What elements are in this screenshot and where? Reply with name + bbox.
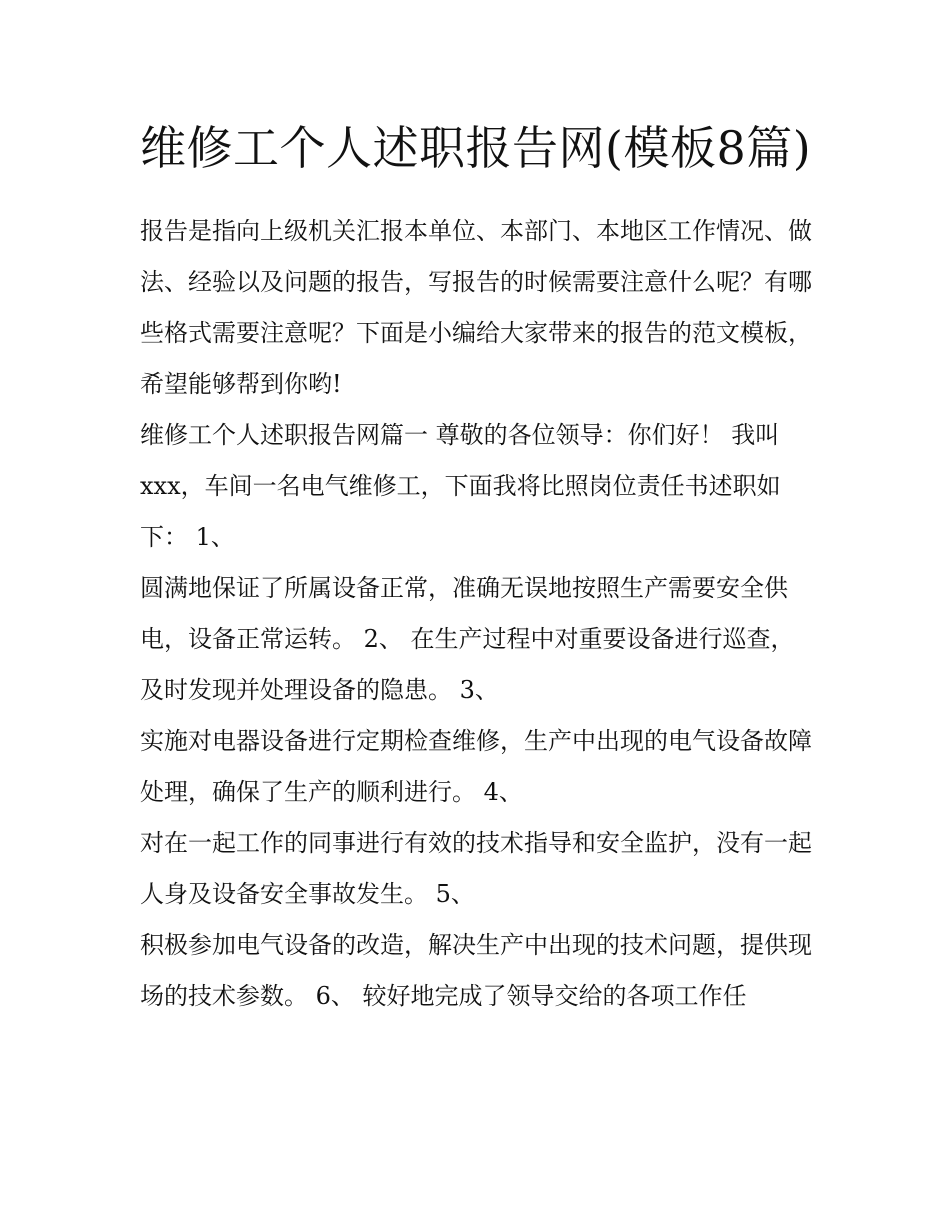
paragraph-intro: 报告是指向上级机关汇报本单位、本部门、本地区工作情况、做法、经验以及问题的报告，写报告的时候需要注意什么呢？有哪些格式需要注意呢？下面是小编给大家带来的报告的范文模板，希望能够帮到你哟! xyxy=(140,217,812,398)
paragraph-item-5: 积极参加电气设备的改造，解决生产中出现的技术问题，提供现场的技术参数。 6、 较好地完成了领导交给的各项工作任 xyxy=(140,931,812,1010)
document-title: 维修工个人述职报告网(模板8篇) xyxy=(140,121,812,175)
document-body xyxy=(140,108,816,1022)
paragraph-item-1: 圆满地保证了所属设备正常，准确无误地按照生产需要安全供电，设备正常运转。 2、 在生产过程中对重要设备进行巡查，及时发现并处理设备的隐患。 3、 xyxy=(140,574,795,704)
paragraph-item-4: 对在一起工作的同事进行有效的技术指导和安全监护，没有一起人身及设备安全事故发生。 5、 xyxy=(140,829,812,908)
paragraph-item-3: 实施对电器设备进行定期检查维修，生产中出现的电气设备故障处理，确保了生产的顺利进行。 4、 xyxy=(140,727,812,806)
paragraph-greeting: 维修工个人述职报告网篇一 尊敬的各位领导：你们好！ 我叫xxx，车间一名电气维修工，下面我将比照岗位责任书述职如下： 1、 xyxy=(140,421,781,551)
